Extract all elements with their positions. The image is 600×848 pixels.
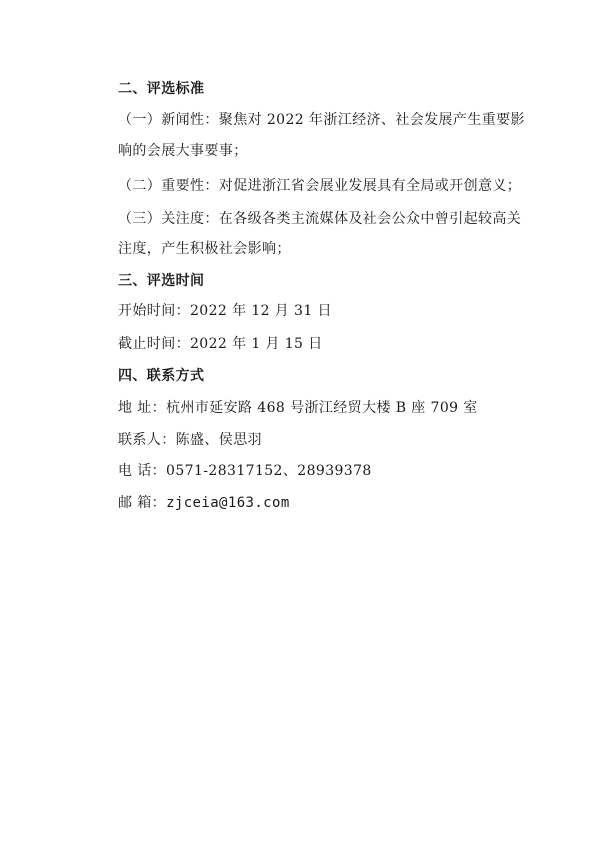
contact-address: 地 址：杭州市延安路 468 号浙江经贸大楼 B 座 709 室 (118, 400, 478, 416)
section-heading-time: 三、评选时间 (118, 273, 205, 289)
contact-persons: 联系人：陈盛、侯思羽 (118, 432, 262, 448)
criteria-item-3-line-2: 注度，产生积极社会影响； (118, 241, 291, 257)
start-time: 开始时间：2022 年 12 月 31 日 (118, 303, 332, 319)
end-time: 截止时间：2022 年 1 月 15 日 (118, 336, 323, 352)
contact-email-row (118, 494, 290, 512)
criteria-item-1-line-1: （一）新闻性：聚焦对 2022 年浙江经济、社会发展产生重要影 (118, 112, 525, 128)
section-heading-criteria: 二、评选标准 (118, 81, 205, 97)
contact-email-value[interactable]: zjceia@163.com (166, 495, 290, 511)
section-heading-contact: 四、联系方式 (118, 368, 205, 384)
contact-email-label: 邮 箱： (118, 495, 167, 511)
criteria-item-2: （二）重要性：对促进浙江省会展业发展具有全局或开创意义； (118, 178, 522, 194)
criteria-item-3-line-1: （三）关注度：在各级各类主流媒体及社会公众中曾引起较高关 (118, 211, 522, 227)
contact-phone: 电 话：0571-28317152、28939378 (118, 463, 372, 479)
criteria-item-1-line-2: 响的会展大事要事； (118, 143, 248, 159)
